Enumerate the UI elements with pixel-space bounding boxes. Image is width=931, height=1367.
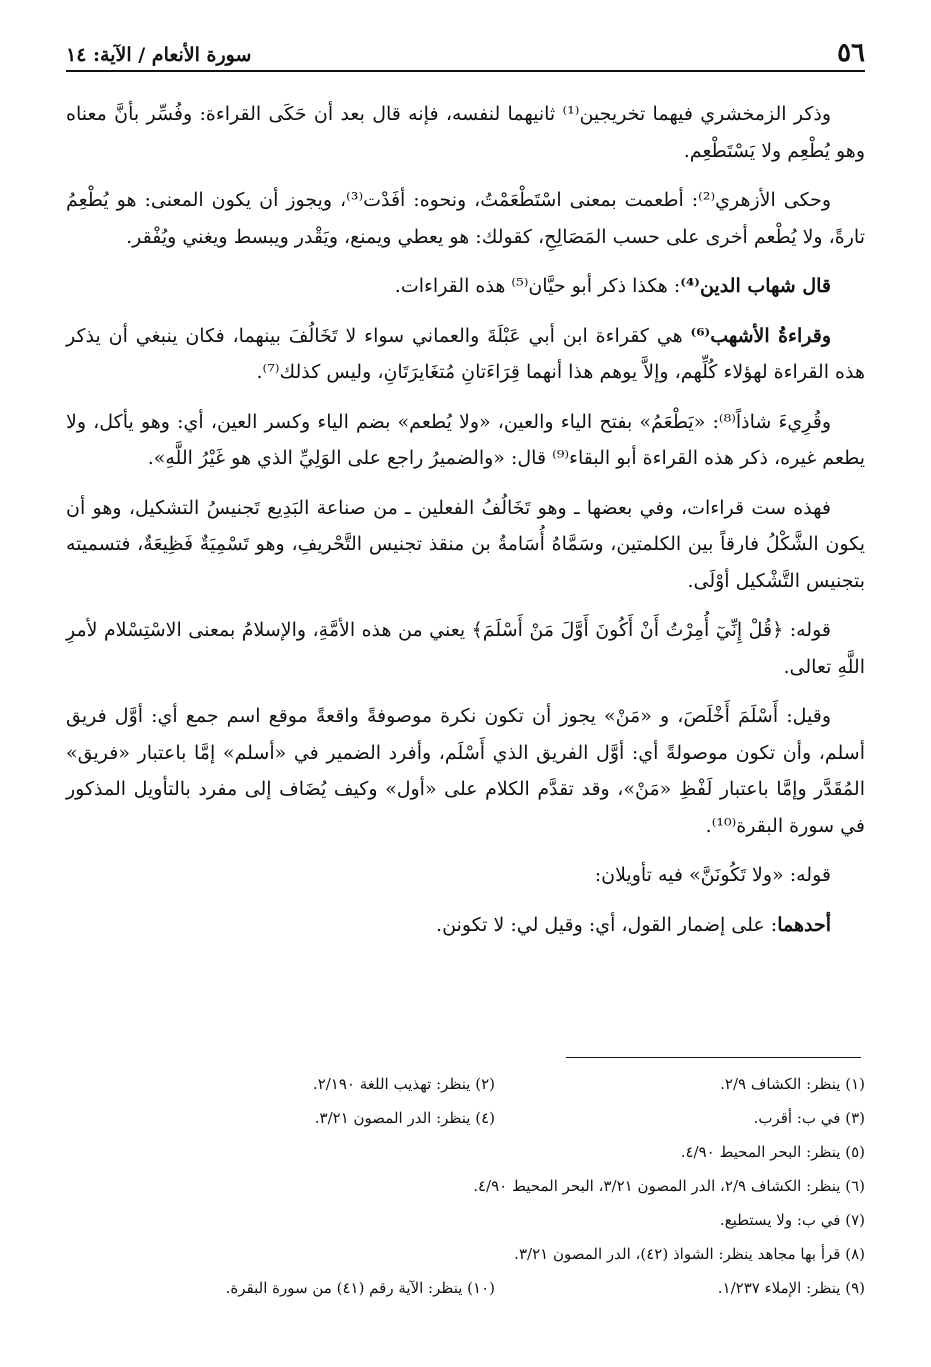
footnote: (٧) في ب: ولا يستطيع. (719, 1211, 865, 1229)
footnote: (٥) ينظر: البحر المحيط ٤/٩٠. (680, 1143, 865, 1161)
paragraph: وذكر الزمخشري فيهما تخريجين⁽¹⁾ ثانيهما لنفسه، فإنه قال بعد أن حَكَى القراءة: وفُسِّر بأنَّ معناه وهو يُطْعِم ولا يَسْتَطْعِم. (66, 103, 865, 162)
paragraph: قوله: ﴿قُلْ إِنِّيٓ أُمِرْتُ أَنْ أَكُونَ أَوَّلَ مَنْ أَسْلَمَ﴾ يعني من هذه الأمَّةِ، والإسلامُ بمعنى الاسْتِسْلام لأمرِ اللَّهِ تعالى. (66, 619, 865, 678)
footnotes (70, 1067, 865, 1305)
paragraph: قال شهاب الدين⁽⁴⁾: هكذا ذكر أبو حيَّان⁽⁵⁾ هذه القراءات. (394, 275, 831, 297)
paragraph: فهذه ست قراءات، وفي بعضها ـ وهو تَخَالُفُ الفعلين ـ من صناعة البَدِيع تَجنيسُ التشكيل، وهو أن يكون الشَّكْلُ فارقاً بين الكلمتين، وسَمَّاهُ أُسَامةُ بن منقذ تجنيس التَّحْريفِ، وهو تَسْمِيَةٌ فَظِيعَةٌ، فتسميته بتجنيس التَّشْكيل أوْلَى. (66, 496, 865, 592)
paragraph: أحدهما: على إضمار القول، أي: وقيل لي: لا تكونن. (436, 913, 831, 936)
paragraph: وحكى الأزهري⁽²⁾: أطعمت بمعنى اسْتَطْعَمْتُ، ونحوه: أفَدْت⁽³⁾، ويجوز أن يكون المعنى: هو يُطْعِمُ تارةً، ولا يُطْعم أخرى على حسب المَصَالِحِ، كقولك: هو يعطي ويمنع، ويَقْدر ويبسط ويغني ويُفْقر. (66, 189, 865, 248)
footnote: (٦) ينظر: الكشاف ٢/٩، الدر المصون ٣/٢١، البحر المحيط ٤/٩٠. (473, 1177, 865, 1195)
footnote: (٢) ينظر: تهذيب اللغة ٢/١٩٠. (312, 1075, 495, 1093)
footnote: (٩) ينظر: الإملاء ١/٢٣٧. (717, 1279, 865, 1297)
footnote: (٣) في ب: أقرب. (753, 1109, 865, 1127)
footnote-row (70, 1203, 865, 1237)
footnote-row (70, 1101, 865, 1135)
paragraph: وقراءةُ الأشهب⁽⁶⁾ هي كقراءة ابن أبي عَبْلَةَ والعماني سواء لا تَخَالُفَ بينهما، فكان ينبغي أن يذكر هذه القراءة لهؤلاء كُلِّهم، وإلاَّ يوهم هذا أنهما قِرَاءَتانِ مُتغَايرَتَانِ، وليس كذلك⁽⁷⁾. (66, 324, 865, 383)
footnote: (١٠) ينظر: الآية رقم (٤١) من سورة البقرة. (225, 1279, 495, 1297)
page-number: ٥٦ (837, 38, 865, 68)
footnote: (٤) ينظر: الدر المصون ٣/٢١. (314, 1109, 495, 1127)
footnote-row (70, 1135, 865, 1169)
paragraph-lead: قال شهاب الدين⁽⁴⁾ (680, 275, 831, 297)
footnote: (١) ينظر: الكشاف ٢/٩. (720, 1075, 865, 1093)
paragraph: وقيل: أَسْلَمَ أَخْلَصَ، و «مَنْ» يجوز أن تكون نكرة موصوفةً واقعةً موقع اسم جمع أي: أوَّل فريق أسلم، وأن تكون موصولةً أي: أوَّل الفريق الذي أَسْلَم، وأفرد الضمير في «أسلم» إمَّا باعتبار «فريق» المُقَدَّر وإمَّا باعتبار لَفْظِ «مَنْ»، وقد تقدَّم الكلام على «أول» وكيف يُضَاف إلى مفرد بالتأويل المذكور في سورة البقرة⁽¹⁰⁾. (66, 705, 865, 837)
paragraph: قوله: «ولا تَكُونَنَّ» فيه تأويلان: (594, 864, 831, 886)
page-header (66, 30, 865, 72)
footnote-row (70, 1169, 865, 1203)
paragraph-lead: أحدهما (777, 913, 831, 936)
main-text (66, 96, 865, 956)
paragraph: وقُرِيءَ شاذاً⁽⁸⁾: «يَطْعَمُ» بفتح الياء والعين، «ولا يُطعم» بضم الياء وكسر العين، أي: وهو يأكل، ولا يطعم غيره، ذكر هذه القراءة أبو البقاء⁽⁹⁾ قال: «والضميرُ راجع على الوَلِيِّ الذي هو غَيْرُ اللَّهِ». (66, 410, 865, 469)
surah-title: سورة الأنعام / الآية: ١٤ (66, 44, 252, 66)
footnote-separator (566, 1057, 861, 1058)
footnote-row (70, 1271, 865, 1305)
footnote: (٨) قرأ بها مجاهد ينظر: الشواذ (٤٢)، الدر المصون ٣/٢١. (514, 1245, 865, 1263)
paragraph-lead: وقراءةُ الأشهب⁽⁶⁾ (690, 324, 831, 347)
footnote-row (70, 1237, 865, 1271)
footnote-row (70, 1067, 865, 1101)
